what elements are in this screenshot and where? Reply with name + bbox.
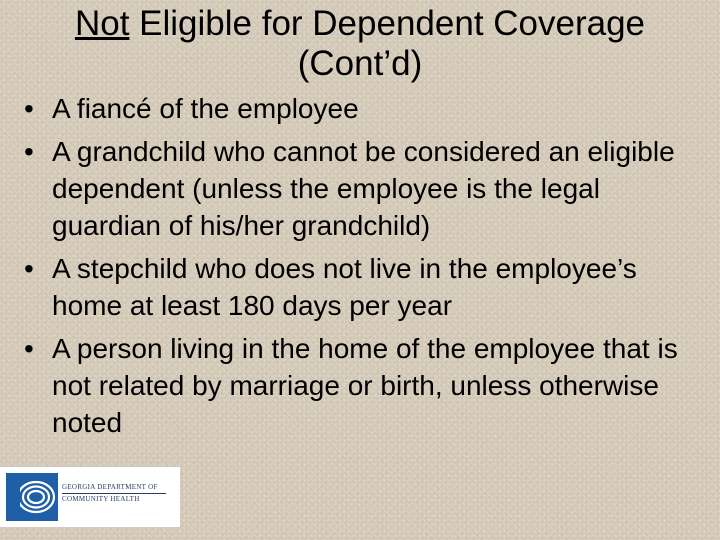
logo-line-1: GEORGIA DEPARTMENT OF (62, 483, 158, 491)
bullet-text: A stepchild who does not live in the employee’s home at least 180 days per year (52, 253, 637, 321)
title-text: Eligible for Dependent Coverage (129, 4, 646, 43)
slide-title (0, 4, 720, 84)
logo-divider (62, 493, 166, 494)
bullet-item (24, 250, 714, 324)
bullet-marker: • (24, 333, 34, 364)
georgia-dch-swirl-icon (6, 473, 58, 521)
bullet-text: A person living in the home of the employee that is not related by marriage or birth, unless otherwise noted (52, 333, 678, 438)
bullet-item (24, 133, 714, 244)
bullet-text: A grandchild who cannot be considered an eligible dependent (unless the employee is the legal guardian of his/her grandchild) (52, 136, 675, 241)
logo-line-2: COMMUNITY HEALTH (62, 495, 140, 503)
title-emphasis: Not (74, 4, 130, 43)
bullet-item (24, 330, 714, 441)
bullet-item (24, 90, 714, 127)
title-line-2: (Cont’d) (297, 44, 423, 83)
bullet-marker: • (24, 136, 34, 167)
organization-logo (0, 466, 180, 527)
bullet-text: A fiancé of the employee (52, 93, 359, 124)
bullet-marker: • (24, 93, 34, 124)
logo-text (62, 483, 178, 504)
bullet-list (24, 90, 714, 447)
bullet-marker: • (24, 253, 34, 284)
